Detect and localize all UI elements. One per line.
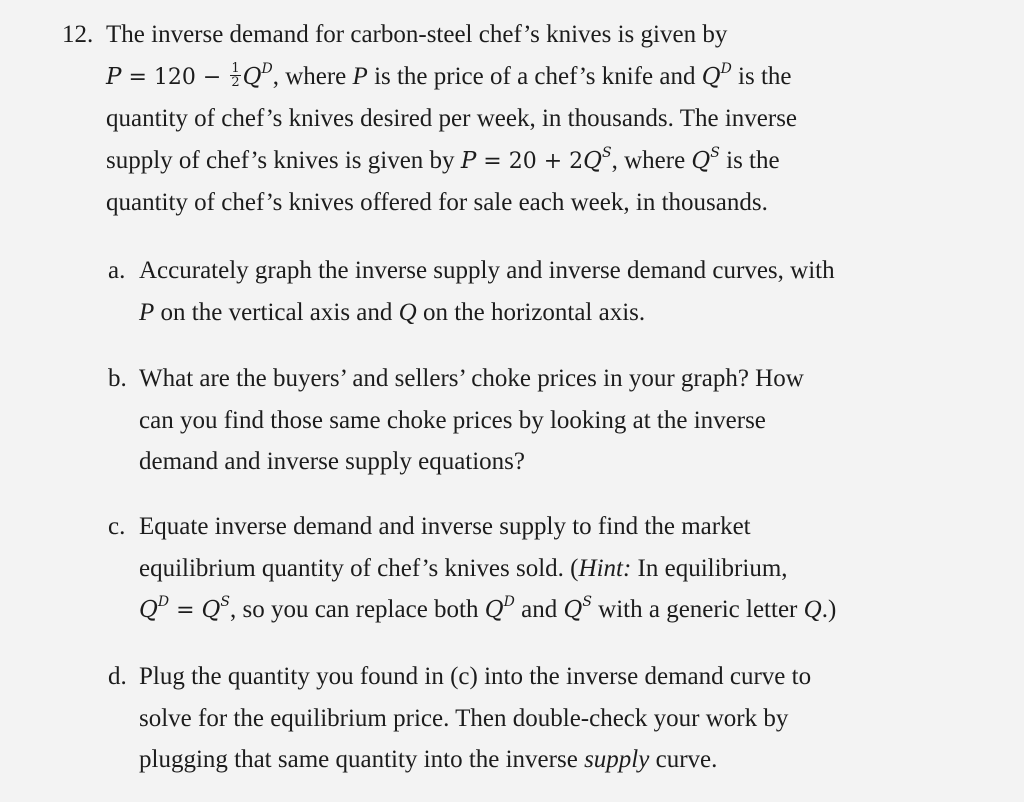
part-d: d. Plug the quantity you found in (c) into the inverse demand curve to solve for the equilibrium price. Then double-check your work by plugging that same quantity into the inverse supply curve. xyxy=(108,656,968,781)
hint-label: Hint: xyxy=(578,554,632,582)
intro-line-2: P = 120 − $\frac{1}{2}$ $Q^D$, where P is the price of a chef’s knife and $Q^D$ is the xyxy=(106,60,792,91)
problem-12-intro xyxy=(62,14,962,224)
part-b-label: b. xyxy=(108,365,127,392)
problem-number: 12. xyxy=(62,21,94,48)
intro-line-5: quantity of chef’s knives offered for sale each week, in thousands. xyxy=(106,189,768,216)
part-c-label: c. xyxy=(108,513,126,540)
part-b: b. What are the buyers’ and sellers’ choke prices in your graph? How can you find those same choke prices by looking at the inverse demand and inverse supply equations? xyxy=(108,358,968,483)
part-a: a. Accurately graph the inverse supply and inverse demand curves, with P on the vertical axis and Q on the horizontal axis. xyxy=(108,250,968,333)
fraction-one-half: $\frac{1}{2}$ xyxy=(231,61,240,91)
part-d-label: d. xyxy=(108,663,127,690)
intro-line-4: supply of chef’s knives is given by $P = 20 + 2Q^S$, where $Q^S$ is the xyxy=(106,144,780,174)
intro-line-3: quantity of chef’s knives desired per week, in thousands. The inverse xyxy=(106,105,798,132)
part-a-label: a. xyxy=(108,257,126,284)
intro-line-1: 12. The inverse demand for carbon-steel chef’s knives is given by xyxy=(62,14,962,56)
part-c: c. Equate inverse demand and inverse supply to find the market equilibrium quantity of chef’s knives sold. (Hint: In equilibrium, $Q^D = Q^S$, so you can replace both $Q^D$ and $Q^S$ with a generic letter Q.) xyxy=(108,506,968,632)
